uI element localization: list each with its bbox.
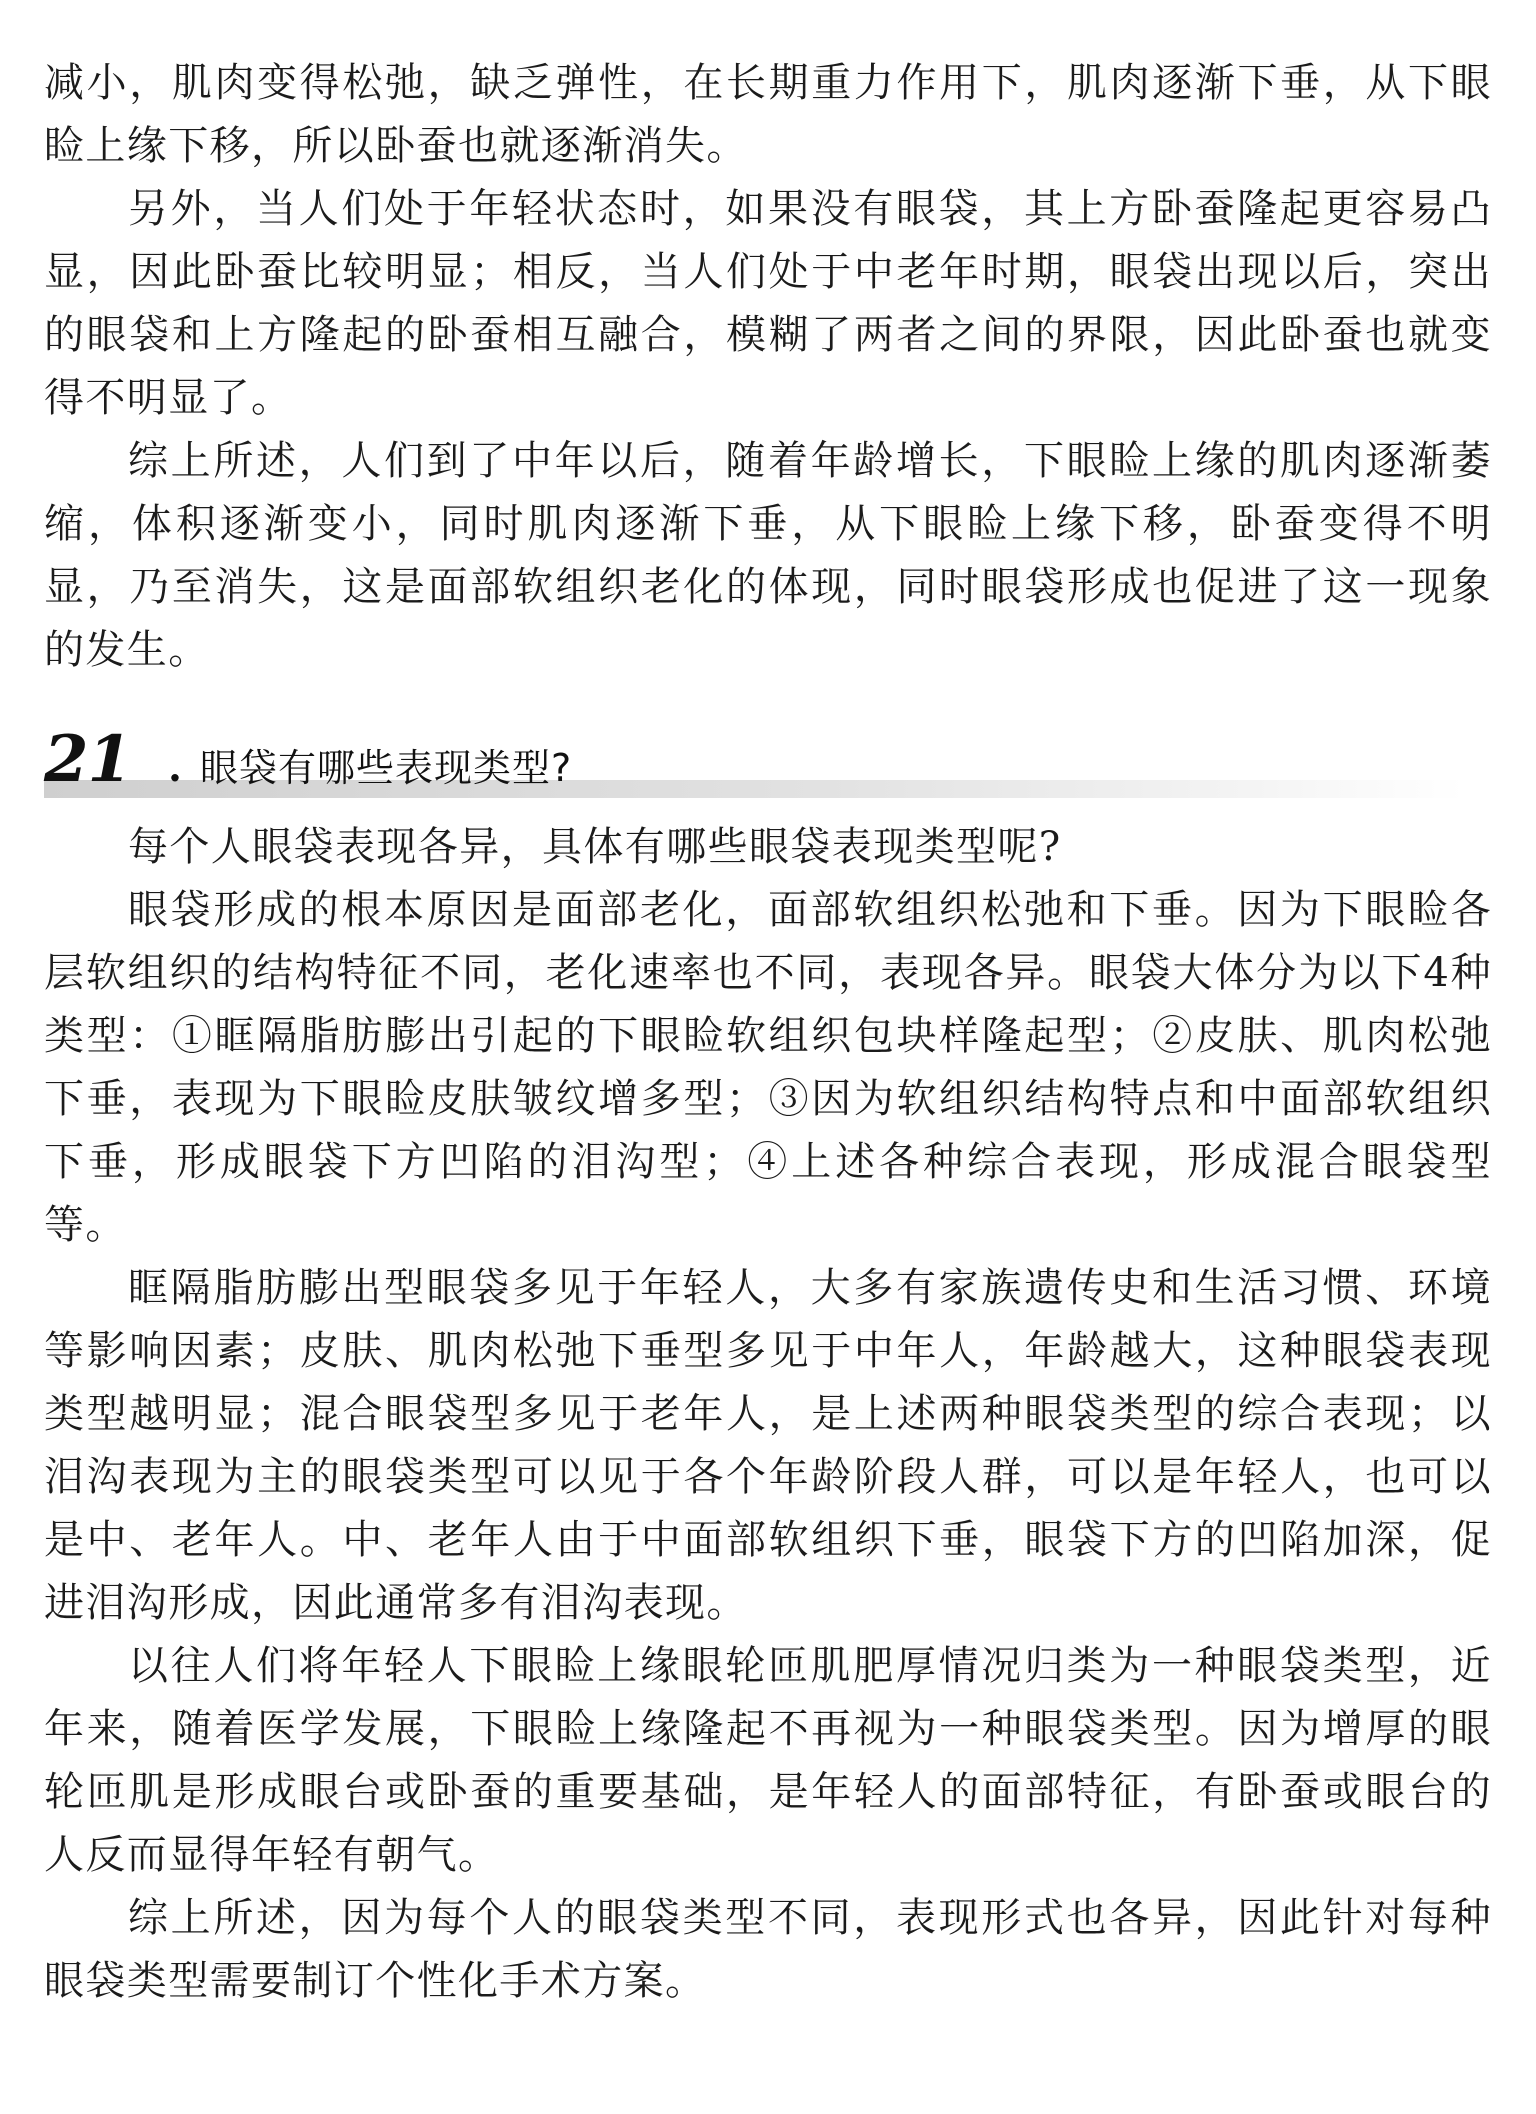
section-title: 眼袋有哪些表现类型? [200,746,573,790]
paragraph: 以往人们将年轻人下眼睑上缘眼轮匝肌肥厚情况归类为一种眼袋类型，近年来，随着医学发展，下眼睑上缘隆起不再视为一种眼袋类型。因为增厚的眼轮匝肌是形成眼台或卧蚕的重要基础，是年轻人的面部特征，有卧蚕或眼台的人反而显得年轻有朝气。 [44,1643,1492,1878]
paragraph: 综上所述，因为每个人的眼袋类型不同，表现形式也各异，因此针对每种眼袋类型需要制订个性化手术方案。 [44,1895,1492,2004]
paragraph: 眶隔脂肪膨出型眼袋多见于年轻人，大多有家族遗传史和生活习惯、环境等影响因素；皮肤、肌肉松弛下垂型多见于中年人，年龄越大，这种眼袋表现类型越明显；混合眼袋型多见于老年人，是上述两种眼袋类型的综合表现；以泪沟表现为主的眼袋类型可以见于各个年龄阶段人群，可以是年轻人，也可以是中、老年人。中、老年人由于中面部软组织下垂，眼袋下方的凹陷加深，促进泪沟形成，因此通常多有泪沟表现。 [44,1265,1492,1626]
paragraph: 综上所述，人们到了中年以后，随着年龄增长，下眼睑上缘的肌肉逐渐萎缩，体积逐渐变小，同时肌肉逐渐下垂，从下眼睑上缘下移，卧蚕变得不明显，乃至消失，这是面部软组织老化的体现，同时眼袋形成也促进了这一现象的发生。 [44,438,1492,673]
section-heading [44,722,1492,808]
paragraph: 另外，当人们处于年轻状态时，如果没有眼袋，其上方卧蚕隆起更容易凸显，因此卧蚕比较明显；相反，当人们处于中老年时期，眼袋出现以后，突出的眼袋和上方隆起的卧蚕相互融合，模糊了两者之间的界限，因此卧蚕也就变得不明显了。 [44,186,1492,421]
section-number: 21 [44,722,132,797]
section-number-dot: . [168,744,182,791]
paragraph: 眼袋形成的根本原因是面部老化，面部软组织松弛和下垂。因为下眼睑各层软组织的结构特征不同，老化速率也不同，表现各异。眼袋大体分为以下4种类型：①眶隔脂肪膨出引起的下眼睑软组织包块样隆起型；②皮肤、肌肉松弛下垂，表现为下眼睑皮肤皱纹增多型；③因为软组织结构特点和中面部软组织下垂，形成眼袋下方凹陷的泪沟型；④上述各种综合表现，形成混合眼袋型等。 [44,887,1492,1248]
paragraph: 每个人眼袋表现各异，具体有哪些眼袋表现类型呢? [128,824,1062,870]
page-body [44,52,1492,2013]
paragraph-continuation: 减小，肌肉变得松弛，缺乏弹性，在长期重力作用下，肌肉逐渐下垂，从下眼睑上缘下移，所以卧蚕也就逐渐消失。 [44,60,1492,169]
